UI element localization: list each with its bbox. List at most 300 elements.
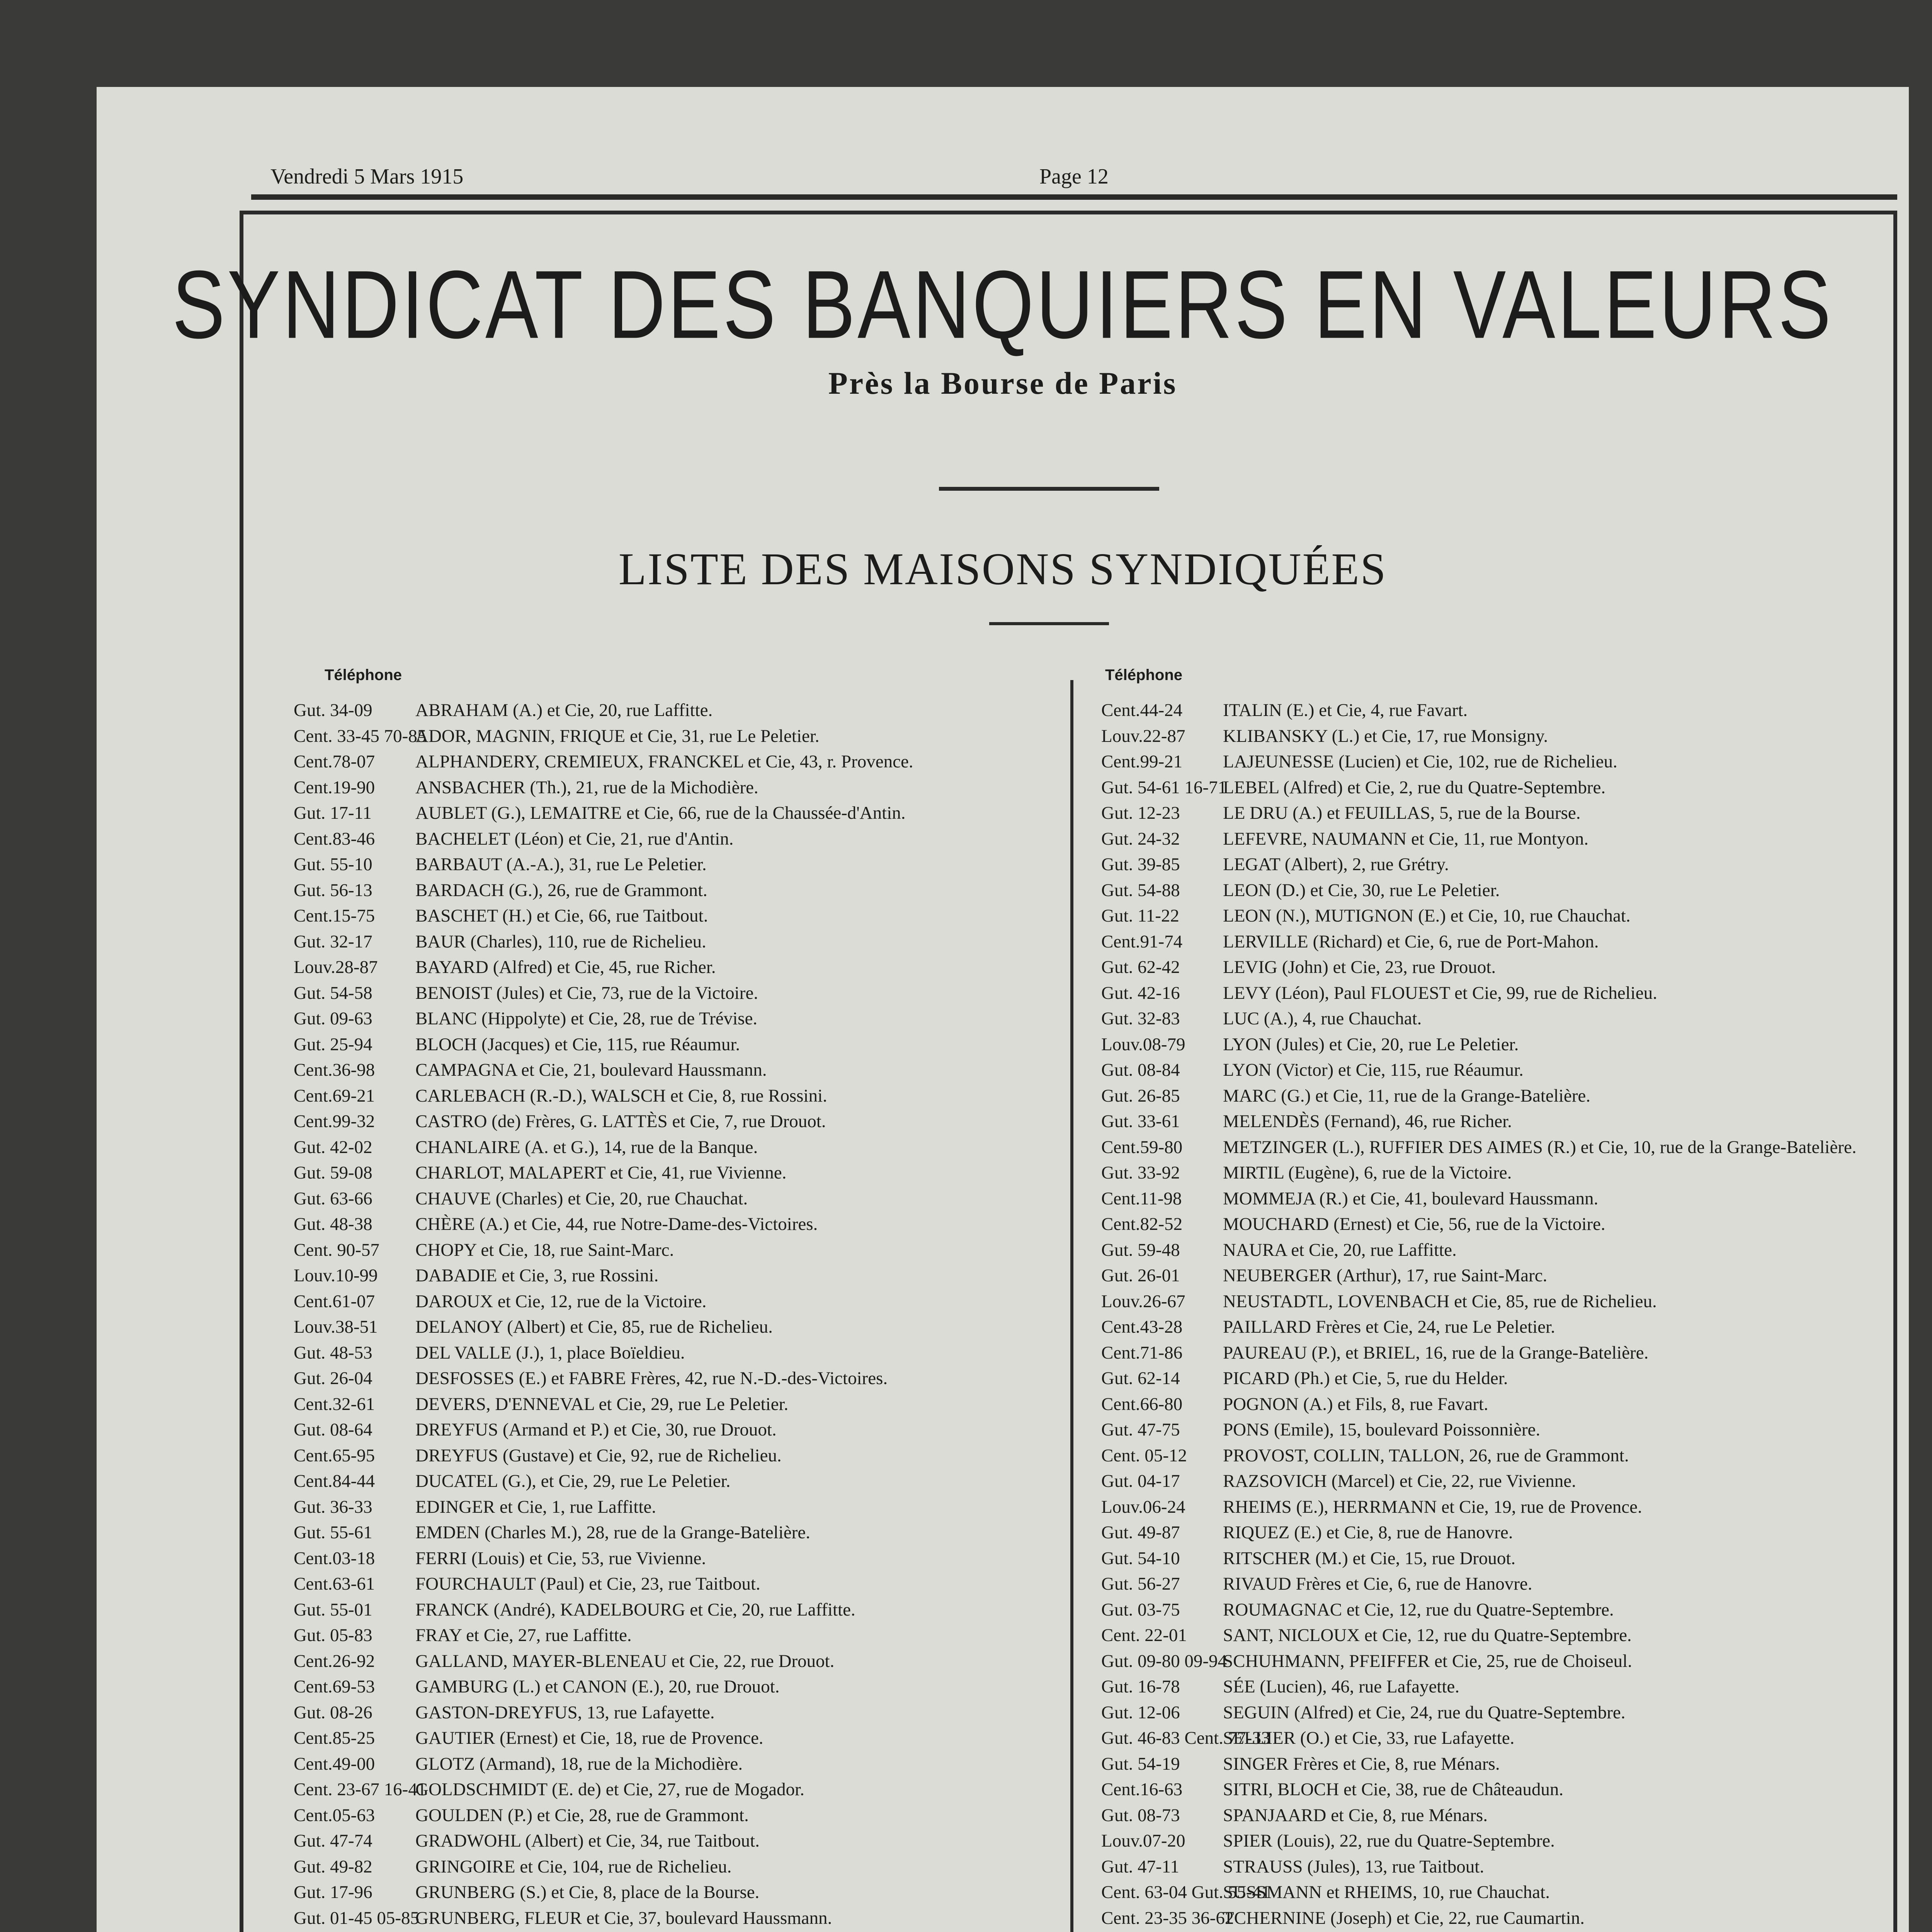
firm-entry: CHANLAIRE (A. et G.), 14, rue de la Banque.: [415, 1137, 758, 1157]
firm-entry: MOMMEJA (R.) et Cie, 41, boulevard Haussmann.: [1223, 1188, 1599, 1209]
telephone-number: Gut. 55-01: [294, 1599, 372, 1620]
telephone-number: Gut. 17-96: [294, 1882, 372, 1902]
firm-entry: MOUCHARD (Ernest) et Cie, 56, rue de la Victoire.: [1223, 1214, 1605, 1234]
list-item: [294, 1828, 1066, 1854]
list-item: [1101, 1751, 1913, 1777]
list-item: [1101, 749, 1913, 775]
liste-title: LISTE DES MAISONS SYNDIQUÉES: [618, 544, 1387, 594]
list-item: [1101, 1597, 1913, 1623]
telephone-number: Gut. 24-32: [1101, 828, 1180, 849]
list-item: [1101, 1622, 1913, 1648]
telephone-number: Cent.99-21: [1101, 752, 1183, 772]
telephone-number: Cent.36-98: [294, 1060, 375, 1080]
firm-entry: DREYFUS (Armand et P.) et Cie, 30, rue Drouot.: [415, 1420, 777, 1440]
firm-entry: DAROUX et Cie, 12, rue de la Victoire.: [415, 1291, 707, 1311]
telephone-number: Cent.05-63: [294, 1805, 375, 1825]
firm-entry: METZINGER (L.), RUFFIER DES AIMES (R.) et Cie, 10, rue de la Grange-Batelière.: [1223, 1137, 1857, 1157]
telephone-number: Gut. 32-17: [294, 931, 372, 952]
firm-entry: BACHELET (Léon) et Cie, 21, rue d'Antin.: [415, 828, 734, 849]
firm-entry: POGNON (A.) et Fils, 8, rue Favart.: [1223, 1394, 1488, 1414]
list-item: [1101, 1854, 1913, 1880]
list-item: [1101, 1879, 1913, 1905]
telephone-number: Gut. 03-75: [1101, 1599, 1180, 1620]
list-item: [1101, 1340, 1913, 1366]
firm-entry: CHAUVE (Charles) et Cie, 20, rue Chauchat.: [415, 1188, 748, 1209]
firm-entry: PAUREAU (P.), et BRIEL, 16, rue de la Grange-Batelière.: [1223, 1342, 1649, 1363]
list-item: [294, 1211, 1066, 1237]
list-item: [294, 1905, 1066, 1931]
telephone-number: Gut. 08-73: [1101, 1805, 1180, 1825]
main-title: SYNDICAT DES BANQUIERS EN VALEURS: [172, 250, 1833, 359]
firm-entry: LEVIG (John) et Cie, 23, rue Drouot.: [1223, 957, 1496, 977]
telephone-number: Cent. 33-45 70-85: [294, 726, 427, 746]
telephone-number: Gut. 39-85: [1101, 854, 1180, 874]
member-list-left: [294, 697, 1066, 1932]
telephone-number: Cent.65-95: [294, 1445, 375, 1466]
telephone-number: Gut. 36-33: [294, 1497, 372, 1517]
list-item: [294, 1879, 1066, 1905]
firm-entry: BAUR (Charles), 110, rue de Richelieu.: [415, 931, 706, 952]
firm-entry: SITRI, BLOCH et Cie, 38, rue de Châteaudun.: [1223, 1779, 1564, 1799]
list-item: [1101, 1700, 1913, 1726]
firm-entry: RIVAUD Frères et Cie, 6, rue de Hanovre.: [1223, 1574, 1532, 1594]
list-item: [294, 1006, 1066, 1032]
firm-entry: ADOR, MAGNIN, FRIQUE et Cie, 31, rue Le Peletier.: [415, 726, 820, 746]
telephone-number: Cent. 23-67 16-41: [294, 1779, 427, 1799]
firm-entry: FOURCHAULT (Paul) et Cie, 23, rue Taitbout.: [415, 1574, 760, 1594]
firm-entry: GRUNBERG, FLEUR et Cie, 37, boulevard Haussmann.: [415, 1908, 832, 1928]
firm-entry: STRAUSS (Jules), 13, rue Taitbout.: [1223, 1856, 1485, 1877]
firm-entry: AUBLET (G.), LEMAITRE et Cie, 66, rue de la Chaussée-d'Antin.: [415, 803, 906, 823]
telephone-number: Cent.44-24: [1101, 700, 1183, 720]
telephone-number: Cent. 05-12: [1101, 1445, 1187, 1466]
list-item: [294, 1520, 1066, 1546]
list-item: [1101, 723, 1913, 749]
firm-entry: RHEIMS (E.), HERRMANN et Cie, 19, rue de Provence.: [1223, 1497, 1642, 1517]
telephone-number: Cent.63-61: [294, 1574, 375, 1594]
telephone-number: Louv.08-79: [1101, 1034, 1185, 1054]
list-item: [1101, 1391, 1913, 1417]
list-item: [294, 1340, 1066, 1366]
list-item: [1101, 775, 1913, 801]
firm-entry: LAJEUNESSE (Lucien) et Cie, 102, rue de Richelieu.: [1223, 752, 1617, 772]
list-item: [1101, 1134, 1913, 1160]
list-item: [294, 929, 1066, 955]
list-item: [294, 826, 1066, 852]
firm-entry: SELLIER (O.) et Cie, 33, rue Lafayette.: [1223, 1728, 1515, 1748]
telephone-number: Cent.15-75: [294, 906, 375, 926]
firm-entry: EDINGER et Cie, 1, rue Laffitte.: [415, 1497, 656, 1517]
firm-entry: SÉE (Lucien), 46, rue Lafayette.: [1223, 1677, 1460, 1697]
telephone-number: Cent.32-61: [294, 1394, 375, 1414]
firm-entry: ROUMAGNAC et Cie, 12, rue du Quatre-Septembre.: [1223, 1599, 1614, 1620]
firm-entry: LERVILLE (Richard) et Cie, 6, rue de Port-Mahon.: [1223, 931, 1599, 952]
header-page-number: Page 12: [1039, 165, 1109, 189]
telephone-number: Gut. 63-66: [294, 1188, 372, 1209]
telephone-number: Gut. 47-11: [1101, 1856, 1179, 1877]
telephone-number: Louv.06-24: [1101, 1497, 1185, 1517]
telephone-number: Cent.84-44: [294, 1471, 375, 1491]
firm-entry: MELENDÈS (Fernand), 46, rue Richer.: [1223, 1111, 1512, 1131]
firm-entry: SCHUHMANN, PFEIFFER et Cie, 25, rue de Choiseul.: [1223, 1651, 1632, 1671]
firm-entry: LEBEL (Alfred) et Cie, 2, rue du Quatre-Septembre.: [1223, 777, 1606, 798]
telephone-number: Louv.26-67: [1101, 1291, 1185, 1311]
column-divider: [1070, 680, 1073, 1932]
firm-entry: RIQUEZ (E.) et Cie, 8, rue de Hanovre.: [1223, 1522, 1513, 1543]
firm-entry: DELANOY (Albert) et Cie, 85, rue de Richelieu.: [415, 1317, 773, 1337]
list-item: [294, 1597, 1066, 1623]
telephone-number: Gut. 26-01: [1101, 1265, 1180, 1286]
list-item: [294, 954, 1066, 980]
telephone-number: Gut. 49-87: [1101, 1522, 1180, 1543]
telephone-number: Gut. 49-82: [294, 1856, 372, 1877]
telephone-number: Gut. 26-85: [1101, 1085, 1180, 1106]
telephone-number: Gut. 54-61 16-71: [1101, 777, 1227, 798]
list-item: [294, 1417, 1066, 1443]
list-item: [294, 1777, 1066, 1803]
list-item: [294, 749, 1066, 775]
firm-entry: GRADWOHL (Albert) et Cie, 34, rue Taitbout.: [415, 1831, 760, 1851]
liste-rule: [989, 622, 1109, 625]
firm-entry: BAYARD (Alfred) et Cie, 45, rue Richer.: [415, 957, 716, 977]
firm-entry: DESFOSSES (E.) et FABRE Frères, 42, rue N.-D.-des-Victoires.: [415, 1368, 888, 1388]
firm-entry: GRINGOIRE et Cie, 104, rue de Richelieu.: [415, 1856, 732, 1877]
firm-entry: DUCATEL (G.), et Cie, 29, rue Le Peletier.: [415, 1471, 731, 1491]
telephone-number: Gut. 25-94: [294, 1034, 372, 1054]
telephone-number: Gut. 42-16: [1101, 983, 1180, 1003]
list-item: [1101, 1828, 1913, 1854]
firm-entry: EMDEN (Charles M.), 28, rue de la Grange-Batelière.: [415, 1522, 810, 1543]
firm-entry: FRANCK (André), KADELBOURG et Cie, 20, rue Laffitte.: [415, 1599, 855, 1620]
telephone-number: Cent.49-00: [294, 1753, 375, 1774]
list-item: [1101, 800, 1913, 826]
list-item: [1101, 980, 1913, 1006]
telephone-number: Cent.99-32: [294, 1111, 375, 1131]
telephone-number: Gut. 47-75: [1101, 1420, 1180, 1440]
firm-entry: LYON (Jules) et Cie, 20, rue Le Peletier.: [1223, 1034, 1519, 1054]
telephone-number: Gut. 05-83: [294, 1625, 372, 1645]
firm-entry: LEGAT (Albert), 2, rue Grétry.: [1223, 854, 1449, 874]
list-item: [294, 1751, 1066, 1777]
list-item: [1101, 1289, 1913, 1315]
telephone-number: Gut. 62-42: [1101, 957, 1180, 977]
firm-entry: TCHERNINE (Joseph) et Cie, 22, rue Caumartin.: [1223, 1908, 1585, 1928]
telephone-number: Cent.59-80: [1101, 1137, 1183, 1157]
firm-entry: BARBAUT (A.-A.), 31, rue Le Peletier.: [415, 854, 707, 874]
telephone-number: Gut. 42-02: [294, 1137, 372, 1157]
firm-entry: ITALIN (E.) et Cie, 4, rue Favart.: [1223, 700, 1468, 720]
list-item: [294, 1622, 1066, 1648]
list-item: [294, 1109, 1066, 1134]
firm-entry: PAILLARD Frères et Cie, 24, rue Le Peletier.: [1223, 1317, 1555, 1337]
telephone-number: Cent.91-74: [1101, 931, 1183, 952]
firm-entry: LEON (N.), MUTIGNON (E.) et Cie, 10, rue Chauchat.: [1223, 906, 1631, 926]
telephone-number: Gut. 08-84: [1101, 1060, 1180, 1080]
list-item: [294, 1160, 1066, 1186]
list-item: [1101, 1211, 1913, 1237]
list-item: [294, 1854, 1066, 1880]
firm-entry: DEL VALLE (J.), 1, place Boïeldieu.: [415, 1342, 685, 1363]
telephone-number: Gut. 01-45 05-85: [294, 1908, 420, 1928]
list-item: [1101, 954, 1913, 980]
list-item: [294, 1468, 1066, 1494]
telephone-number: Gut. 17-11: [294, 803, 372, 823]
list-item: [294, 1032, 1066, 1058]
firm-entry: KLIBANSKY (L.) et Cie, 17, rue Monsigny.: [1223, 726, 1548, 746]
firm-entry: NAURA et Cie, 20, rue Laffitte.: [1223, 1240, 1457, 1260]
list-item: [294, 1674, 1066, 1700]
list-item: [294, 1134, 1066, 1160]
telephone-number: Gut. 32-83: [1101, 1009, 1180, 1029]
list-item: [1101, 1571, 1913, 1597]
telephone-number: Gut. 09-80 09-94: [1101, 1651, 1227, 1671]
firm-entry: LUC (A.), 4, rue Chauchat.: [1223, 1009, 1422, 1029]
list-item: [1101, 929, 1913, 955]
telephone-number: Cent.78-07: [294, 752, 375, 772]
list-item: [1101, 1109, 1913, 1134]
column-header-left: Téléphone: [325, 667, 402, 684]
firm-entry: SPANJAARD et Cie, 8, rue Ménars.: [1223, 1805, 1488, 1825]
list-item: [294, 1648, 1066, 1674]
list-item: [1101, 1263, 1913, 1289]
column-header-right: Téléphone: [1105, 667, 1183, 684]
telephone-number: Cent.85-25: [294, 1728, 375, 1748]
list-item: [1101, 1494, 1913, 1520]
firm-entry: GRUNBERG (S.) et Cie, 8, place de la Bourse.: [415, 1882, 760, 1902]
list-item: [294, 1237, 1066, 1263]
subtitle: Près la Bourse de Paris: [828, 366, 1177, 401]
firm-entry: ABRAHAM (A.) et Cie, 20, rue Laffitte.: [415, 700, 713, 720]
telephone-number: Cent. 22-01: [1101, 1625, 1187, 1645]
firm-entry: SINGER Frères et Cie, 8, rue Ménars.: [1223, 1753, 1500, 1774]
telephone-number: Gut. 59-08: [294, 1163, 372, 1183]
telephone-number: Gut. 54-10: [1101, 1548, 1180, 1568]
firm-entry: CHÈRE (A.) et Cie, 44, rue Notre-Dame-des-Victoires.: [415, 1214, 818, 1234]
list-item: [1101, 878, 1913, 903]
telephone-number: Louv.28-87: [294, 957, 378, 977]
telephone-number: Gut. 48-38: [294, 1214, 372, 1234]
firm-entry: GALLAND, MAYER-BLENEAU et Cie, 22, rue Drouot.: [415, 1651, 835, 1671]
firm-entry: DREYFUS (Gustave) et Cie, 92, rue de Richelieu.: [415, 1445, 782, 1466]
firm-entry: GOULDEN (P.) et Cie, 28, rue de Grammont.: [415, 1805, 749, 1825]
list-item: [294, 1494, 1066, 1520]
list-item: [1101, 1725, 1913, 1751]
list-item: [294, 1263, 1066, 1289]
list-item: [1101, 1905, 1913, 1931]
firm-entry: RAZSOVICH (Marcel) et Cie, 22, rue Vivienne.: [1223, 1471, 1576, 1491]
list-item: [294, 1186, 1066, 1212]
telephone-number: Gut. 46-83 Cent. 77-33: [1101, 1728, 1270, 1748]
list-item: [1101, 697, 1913, 723]
firm-entry: RITSCHER (M.) et Cie, 15, rue Drouot.: [1223, 1548, 1516, 1568]
firm-entry: FERRI (Louis) et Cie, 53, rue Vivienne.: [415, 1548, 706, 1568]
telephone-number: Cent.61-07: [294, 1291, 375, 1311]
list-item: [294, 852, 1066, 878]
telephone-number: Gut. 11-22: [1101, 906, 1179, 926]
telephone-number: Gut. 34-09: [294, 700, 372, 720]
telephone-number: Gut. 09-63: [294, 1009, 372, 1029]
telephone-number: Gut. 12-23: [1101, 803, 1180, 823]
member-list-right: [1101, 697, 1913, 1932]
firm-entry: BENOIST (Jules) et Cie, 73, rue de la Victoire.: [415, 983, 758, 1003]
header-rule: [251, 194, 1897, 200]
list-item: [294, 1443, 1066, 1469]
list-item: [294, 980, 1066, 1006]
telephone-number: Cent. 90-57: [294, 1240, 379, 1260]
telephone-number: Cent.19-90: [294, 777, 375, 798]
telephone-number: Gut. 54-88: [1101, 880, 1180, 900]
list-item: [1101, 1648, 1913, 1674]
list-item: [294, 1391, 1066, 1417]
list-item: [1101, 1546, 1913, 1571]
list-item: [1101, 1520, 1913, 1546]
list-item: [294, 1725, 1066, 1751]
telephone-number: Cent.43-28: [1101, 1317, 1183, 1337]
firm-entry: LE DRU (A.) et FEUILLAS, 5, rue de la Bourse.: [1223, 803, 1581, 823]
telephone-number: Cent.26-92: [294, 1651, 375, 1671]
telephone-number: Louv.07-20: [1101, 1831, 1185, 1851]
list-item: [294, 775, 1066, 801]
firm-entry: CHOPY et Cie, 18, rue Saint-Marc.: [415, 1240, 674, 1260]
list-item: [1101, 1160, 1913, 1186]
firm-entry: MIRTIL (Eugène), 6, rue de la Victoire.: [1223, 1163, 1512, 1183]
list-item: [1101, 1237, 1913, 1263]
firm-entry: CASTRO (de) Frères, G. LATTÈS et Cie, 7, rue Drouot.: [415, 1111, 826, 1131]
telephone-number: Cent.11-98: [1101, 1188, 1182, 1209]
list-item: [294, 800, 1066, 826]
telephone-number: Gut. 54-19: [1101, 1753, 1180, 1774]
list-item: [1101, 1083, 1913, 1109]
list-item: [1101, 852, 1913, 878]
telephone-number: Cent.66-80: [1101, 1394, 1183, 1414]
telephone-number: Cent. 23-35 36-62: [1101, 1908, 1234, 1928]
telephone-number: Louv.22-87: [1101, 726, 1185, 746]
firm-entry: NEUSTADTL, LOVENBACH et Cie, 85, rue de Richelieu.: [1223, 1291, 1657, 1311]
list-item: [294, 1057, 1066, 1083]
list-item: [1101, 1417, 1913, 1443]
telephone-number: Cent.16-63: [1101, 1779, 1183, 1799]
firm-entry: CAMPAGNA et Cie, 21, boulevard Haussmann.: [415, 1060, 767, 1080]
firm-entry: BASCHET (H.) et Cie, 66, rue Taitbout.: [415, 906, 708, 926]
firm-entry: SEGUIN (Alfred) et Cie, 24, rue du Quatre-Septembre.: [1223, 1702, 1626, 1723]
list-item: [1101, 1468, 1913, 1494]
list-item: [1101, 1443, 1913, 1469]
list-item: [294, 723, 1066, 749]
telephone-number: Gut. 12-06: [1101, 1702, 1180, 1723]
firm-entry: CHARLOT, MALAPERT et Cie, 41, rue Vivienne.: [415, 1163, 787, 1183]
telephone-number: Gut. 62-14: [1101, 1368, 1180, 1388]
firm-entry: PICARD (Ph.) et Cie, 5, rue du Helder.: [1223, 1368, 1508, 1388]
list-item: [294, 1546, 1066, 1571]
telephone-number: Gut. 26-04: [294, 1368, 372, 1388]
telephone-number: Gut. 04-17: [1101, 1471, 1180, 1491]
telephone-number: Cent.69-21: [294, 1085, 375, 1106]
telephone-number: Cent.82-52: [1101, 1214, 1183, 1234]
list-item: [294, 1083, 1066, 1109]
list-item: [1101, 1366, 1913, 1391]
firm-entry: LEVY (Léon), Paul FLOUEST et Cie, 99, rue de Richelieu.: [1223, 983, 1657, 1003]
firm-entry: GLOTZ (Armand), 18, rue de la Michodière.: [415, 1753, 743, 1774]
list-item: [1101, 1006, 1913, 1032]
list-item: [1101, 903, 1913, 929]
telephone-number: Louv.10-99: [294, 1265, 378, 1286]
firm-entry: BARDACH (G.), 26, rue de Grammont.: [415, 880, 707, 900]
telephone-number: Gut. 48-53: [294, 1342, 372, 1363]
firm-entry: DABADIE et Cie, 3, rue Rossini.: [415, 1265, 659, 1286]
newspaper-page: [97, 87, 1909, 1932]
firm-entry: BLOCH (Jacques) et Cie, 115, rue Réaumur.: [415, 1034, 740, 1054]
telephone-number: Gut. 16-78: [1101, 1677, 1180, 1697]
telephone-number: Gut. 47-74: [294, 1831, 372, 1851]
list-item: [294, 903, 1066, 929]
firm-entry: DEVERS, D'ENNEVAL et Cie, 29, rue Le Peletier.: [415, 1394, 789, 1414]
telephone-number: Cent.69-53: [294, 1677, 375, 1697]
list-item: [1101, 1057, 1913, 1083]
list-item: [294, 1700, 1066, 1726]
list-item: [294, 1571, 1066, 1597]
firm-entry: LYON (Victor) et Cie, 115, rue Réaumur.: [1223, 1060, 1524, 1080]
firm-entry: MARC (G.) et Cie, 11, rue de la Grange-Batelière.: [1223, 1085, 1590, 1106]
firm-entry: BLANC (Hippolyte) et Cie, 28, rue de Trévise.: [415, 1009, 758, 1029]
firm-entry: SANT, NICLOUX et Cie, 12, rue du Quatre-Septembre.: [1223, 1625, 1632, 1645]
telephone-number: Gut. 08-26: [294, 1702, 372, 1723]
telephone-number: Gut. 55-61: [294, 1522, 372, 1543]
list-item: [294, 1366, 1066, 1391]
telephone-number: Gut. 55-10: [294, 854, 372, 874]
telephone-number: Cent.03-18: [294, 1548, 375, 1568]
telephone-number: Gut. 59-48: [1101, 1240, 1180, 1260]
telephone-number: Louv.38-51: [294, 1317, 378, 1337]
firm-entry: LEON (D.) et Cie, 30, rue Le Peletier.: [1223, 880, 1500, 900]
list-item: [294, 1314, 1066, 1340]
list-item: [294, 1289, 1066, 1315]
list-item: [294, 1803, 1066, 1828]
list-item: [1101, 1186, 1913, 1212]
list-item: [1101, 1777, 1913, 1803]
list-item: [1101, 826, 1913, 852]
telephone-number: Gut. 56-13: [294, 880, 372, 900]
firm-entry: GAUTIER (Ernest) et Cie, 18, rue de Provence.: [415, 1728, 764, 1748]
telephone-number: Cent.83-46: [294, 828, 375, 849]
telephone-number: Gut. 33-61: [1101, 1111, 1180, 1131]
header-date: Vendredi 5 Mars 1915: [270, 165, 464, 189]
telephone-number: Gut. 33-92: [1101, 1163, 1180, 1183]
firm-entry: ALPHANDERY, CREMIEUX, FRANCKEL et Cie, 43, r. Provence.: [415, 752, 913, 772]
list-item: [1101, 1803, 1913, 1828]
list-item: [1101, 1314, 1913, 1340]
firm-entry: NEUBERGER (Arthur), 17, rue Saint-Marc.: [1223, 1265, 1548, 1286]
firm-entry: GAMBURG (L.) et CANON (E.), 20, rue Drouot.: [415, 1677, 780, 1697]
firm-entry: CARLEBACH (R.-D.), WALSCH et Cie, 8, rue Rossini.: [415, 1085, 827, 1106]
firm-entry: ANSBACHER (Th.), 21, rue de la Michodière.: [415, 777, 759, 798]
firm-entry: SPIER (Louis), 22, rue du Quatre-Septembre.: [1223, 1831, 1555, 1851]
firm-entry: GOLDSCHMIDT (E. de) et Cie, 27, rue de Mogador.: [415, 1779, 804, 1799]
telephone-number: Gut. 56-27: [1101, 1574, 1180, 1594]
firm-entry: FRAY et Cie, 27, rue Laffitte.: [415, 1625, 632, 1645]
firm-entry: PONS (Emile), 15, boulevard Poissonnière.: [1223, 1420, 1541, 1440]
list-item: [1101, 1674, 1913, 1700]
firm-entry: GASTON-DREYFUS, 13, rue Lafayette.: [415, 1702, 715, 1723]
list-item: [1101, 1032, 1913, 1058]
list-item: [294, 697, 1066, 723]
firm-entry: LEFEVRE, NAUMANN et Cie, 11, rue Montyon.: [1223, 828, 1589, 849]
telephone-number: Cent. 63-04 Gut. 55-41: [1101, 1882, 1270, 1902]
telephone-number: Gut. 08-64: [294, 1420, 372, 1440]
telephone-number: Cent.71-86: [1101, 1342, 1183, 1363]
list-item: [294, 878, 1066, 903]
title-rule: [939, 487, 1159, 491]
telephone-number: Gut. 54-58: [294, 983, 372, 1003]
